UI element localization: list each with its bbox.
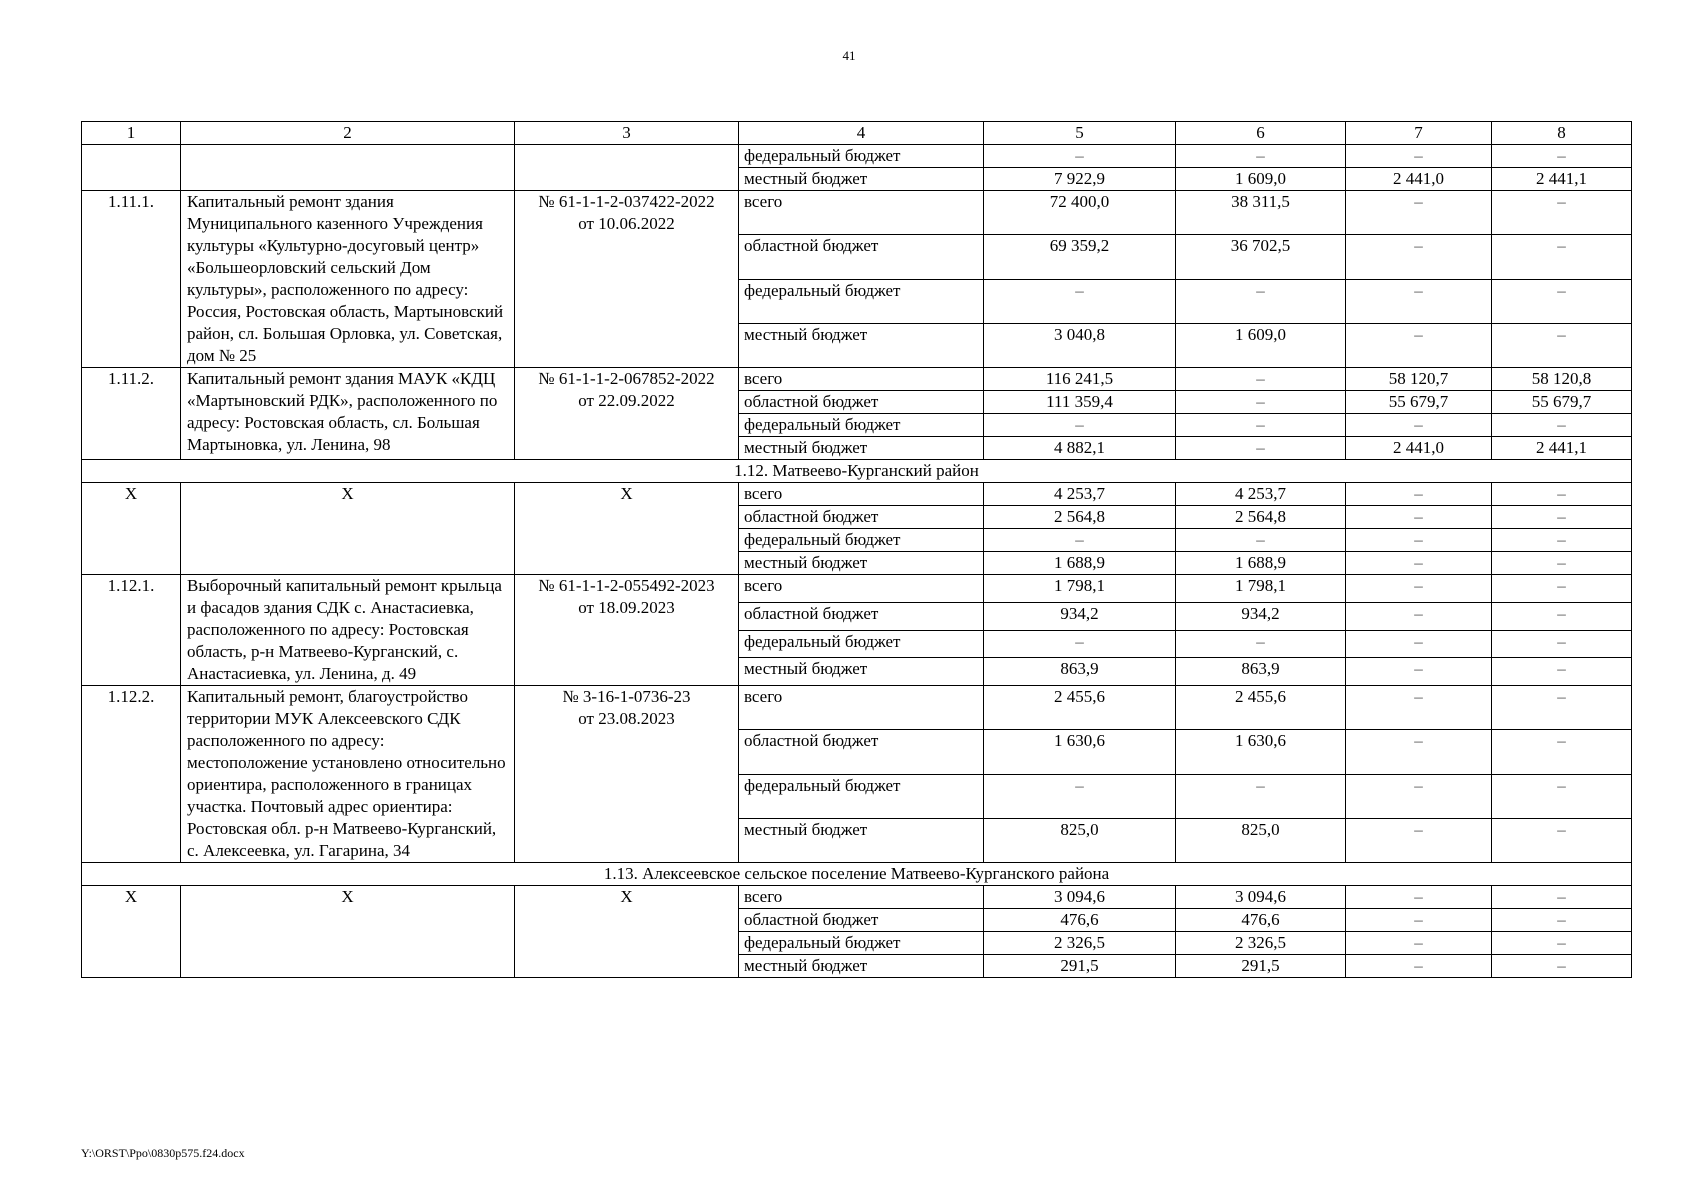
table-row <box>82 886 1632 909</box>
value-v7: – <box>1346 602 1492 630</box>
value-v7: 2 441,0 <box>1346 168 1492 191</box>
value-v7: 58 120,7 <box>1346 368 1492 391</box>
value-v8: – <box>1492 630 1632 658</box>
funding-source-label: областной бюджет <box>739 235 984 279</box>
item-number: 1.11.1. <box>82 191 181 368</box>
value-v5: 4 253,7 <box>984 483 1176 506</box>
funding-source-label: федеральный бюджет <box>739 932 984 955</box>
funding-source-label: местный бюджет <box>739 955 984 978</box>
value-v6: – <box>1176 529 1346 552</box>
value-v5: – <box>984 145 1176 168</box>
value-v5: – <box>984 414 1176 437</box>
section-title: 1.13. Алексеевское сельское поселение Матвеево-Курганского района <box>82 863 1632 886</box>
section-title: 1.12. Матвеево-Курганский район <box>82 460 1632 483</box>
funding-source-label: областной бюджет <box>739 391 984 414</box>
value-v6: – <box>1176 414 1346 437</box>
value-v6: – <box>1176 630 1346 658</box>
value-v7: – <box>1346 414 1492 437</box>
value-v8: – <box>1492 506 1632 529</box>
funding-source-label: областной бюджет <box>739 909 984 932</box>
document-number: № 3-16-1-0736-23 <box>562 687 691 706</box>
column-header-7: 7 <box>1346 122 1492 145</box>
funding-source-label: областной бюджет <box>739 506 984 529</box>
value-v5: 3 040,8 <box>984 323 1176 367</box>
item-description: Капитальный ремонт, благоустройство территории МУК Алексеевского СДК расположенного по адресу: местоположение установлено относительно ориентира, расположенного в границах участка. Почтовый адрес ориентира: Ростовская обл. р-н Матвеево-Курганский, с. Алексеевка, ул. Гагарина, 34 <box>181 686 515 863</box>
value-v8: – <box>1492 529 1632 552</box>
value-v7: – <box>1346 932 1492 955</box>
value-v7: – <box>1346 279 1492 323</box>
value-v6: 1 688,9 <box>1176 552 1346 575</box>
item-document-cell <box>515 145 739 191</box>
value-v5: 7 922,9 <box>984 168 1176 191</box>
item-description: Капитальный ремонт здания МАУК «КДЦ «Мартыновский РДК», расположенного по адресу: Ростовская область, сл. Большая Мартыновка, ул. Ленина, 98 <box>181 368 515 460</box>
value-v7: – <box>1346 552 1492 575</box>
value-v7: – <box>1346 483 1492 506</box>
document-date: от 10.06.2022 <box>578 214 675 233</box>
funding-source-label: местный бюджет <box>739 658 984 686</box>
document-date: от 23.08.2023 <box>578 709 675 728</box>
funding-source-label: федеральный бюджет <box>739 414 984 437</box>
item-document <box>515 575 739 686</box>
funding-source-label: всего <box>739 686 984 730</box>
value-v5: 2 564,8 <box>984 506 1176 529</box>
budget-table <box>81 121 1632 978</box>
value-v8: – <box>1492 886 1632 909</box>
item-document: X <box>515 886 739 978</box>
page-number: 41 <box>842 48 856 63</box>
value-v5: 3 094,6 <box>984 886 1176 909</box>
value-v8: – <box>1492 323 1632 367</box>
value-v6: 38 311,5 <box>1176 191 1346 235</box>
funding-source-label: всего <box>739 575 984 603</box>
value-v7: – <box>1346 909 1492 932</box>
value-v6: 934,2 <box>1176 602 1346 630</box>
value-v7: – <box>1346 686 1492 730</box>
funding-source-label: областной бюджет <box>739 730 984 774</box>
value-v6: – <box>1176 145 1346 168</box>
funding-source-label: всего <box>739 191 984 235</box>
value-v6: 36 702,5 <box>1176 235 1346 279</box>
value-v7: 2 441,0 <box>1346 437 1492 460</box>
funding-source-label: федеральный бюджет <box>739 630 984 658</box>
value-v7: – <box>1346 191 1492 235</box>
value-v6: 4 253,7 <box>1176 483 1346 506</box>
funding-source-label: местный бюджет <box>739 168 984 191</box>
funding-source-label: местный бюджет <box>739 552 984 575</box>
value-v8: – <box>1492 730 1632 774</box>
value-v6: 291,5 <box>1176 955 1346 978</box>
funding-source-label: областной бюджет <box>739 602 984 630</box>
item-number: X <box>82 483 181 575</box>
value-v7: – <box>1346 818 1492 862</box>
value-v6: 1 609,0 <box>1176 168 1346 191</box>
table-row <box>82 191 1632 235</box>
value-v8: 58 120,8 <box>1492 368 1632 391</box>
value-v7: – <box>1346 323 1492 367</box>
value-v5: 934,2 <box>984 602 1176 630</box>
item-number-cell <box>82 145 181 191</box>
funding-source-label: местный бюджет <box>739 437 984 460</box>
section-header-row <box>82 460 1632 483</box>
column-header-2: 2 <box>181 122 515 145</box>
value-v8: – <box>1492 279 1632 323</box>
item-document <box>515 191 739 368</box>
item-description: X <box>181 886 515 978</box>
column-header-5: 5 <box>984 122 1176 145</box>
value-v7: – <box>1346 730 1492 774</box>
value-v8: – <box>1492 483 1632 506</box>
value-v8: – <box>1492 414 1632 437</box>
value-v8: 55 679,7 <box>1492 391 1632 414</box>
value-v6: – <box>1176 279 1346 323</box>
document-number: № 61-1-1-2-055492-2023 <box>538 576 715 595</box>
column-header-4: 4 <box>739 122 984 145</box>
column-header-6: 6 <box>1176 122 1346 145</box>
value-v6: 863,9 <box>1176 658 1346 686</box>
funding-source-label: всего <box>739 483 984 506</box>
value-v6: – <box>1176 391 1346 414</box>
value-v7: – <box>1346 955 1492 978</box>
funding-source-label: местный бюджет <box>739 818 984 862</box>
value-v7: – <box>1346 145 1492 168</box>
value-v5: 4 882,1 <box>984 437 1176 460</box>
funding-source-label: местный бюджет <box>739 323 984 367</box>
section-header-row <box>82 863 1632 886</box>
value-v5: 1 688,9 <box>984 552 1176 575</box>
value-v8: – <box>1492 658 1632 686</box>
item-document <box>515 686 739 863</box>
document-number: № 61-1-1-2-067852-2022 <box>538 369 715 388</box>
value-v5: 116 241,5 <box>984 368 1176 391</box>
value-v8: – <box>1492 955 1632 978</box>
value-v8: 2 441,1 <box>1492 437 1632 460</box>
value-v6: – <box>1176 774 1346 818</box>
item-number: X <box>82 886 181 978</box>
value-v5: 111 359,4 <box>984 391 1176 414</box>
value-v7: – <box>1346 235 1492 279</box>
value-v6: 2 564,8 <box>1176 506 1346 529</box>
value-v8: – <box>1492 774 1632 818</box>
value-v8: 2 441,1 <box>1492 168 1632 191</box>
item-document: X <box>515 483 739 575</box>
value-v6: 1 609,0 <box>1176 323 1346 367</box>
value-v6: 1 798,1 <box>1176 575 1346 603</box>
value-v5: 825,0 <box>984 818 1176 862</box>
document-date: от 22.09.2022 <box>578 391 675 410</box>
value-v5: 2 455,6 <box>984 686 1176 730</box>
value-v8: – <box>1492 686 1632 730</box>
column-header-3: 3 <box>515 122 739 145</box>
value-v5: – <box>984 774 1176 818</box>
value-v8: – <box>1492 145 1632 168</box>
document-date: от 18.09.2023 <box>578 598 675 617</box>
value-v6: 2 326,5 <box>1176 932 1346 955</box>
funding-source-label: федеральный бюджет <box>739 145 984 168</box>
value-v7: – <box>1346 630 1492 658</box>
funding-source-label: федеральный бюджет <box>739 529 984 552</box>
file-path-footer: Y:\ORST\Ppo\0830p575.f24.docx <box>81 1146 245 1160</box>
item-number: 1.12.1. <box>82 575 181 686</box>
value-v5: 863,9 <box>984 658 1176 686</box>
item-description: Выборочный капитальный ремонт крыльца и фасадов здания СДК с. Анастасиевка, расположенного по адресу: Ростовская область, р-н Матвеево-Курганский, с. Анастасиевка, ул. Ленина, д. 49 <box>181 575 515 686</box>
value-v7: – <box>1346 774 1492 818</box>
value-v8: – <box>1492 552 1632 575</box>
value-v5: 69 359,2 <box>984 235 1176 279</box>
value-v5: 476,6 <box>984 909 1176 932</box>
value-v7: 55 679,7 <box>1346 391 1492 414</box>
item-number: 1.11.2. <box>82 368 181 460</box>
item-description: X <box>181 483 515 575</box>
table-row <box>82 368 1632 391</box>
header-row <box>82 122 1632 145</box>
value-v6: 2 455,6 <box>1176 686 1346 730</box>
value-v8: – <box>1492 818 1632 862</box>
value-v8: – <box>1492 602 1632 630</box>
column-header-1: 1 <box>82 122 181 145</box>
value-v7: – <box>1346 529 1492 552</box>
funding-source-label: всего <box>739 368 984 391</box>
value-v5: 72 400,0 <box>984 191 1176 235</box>
table-row <box>82 686 1632 730</box>
value-v6: 476,6 <box>1176 909 1346 932</box>
value-v6: 1 630,6 <box>1176 730 1346 774</box>
value-v6: 3 094,6 <box>1176 886 1346 909</box>
value-v7: – <box>1346 658 1492 686</box>
value-v7: – <box>1346 575 1492 603</box>
item-document <box>515 368 739 460</box>
value-v8: – <box>1492 191 1632 235</box>
value-v8: – <box>1492 235 1632 279</box>
value-v5: – <box>984 279 1176 323</box>
value-v5: 291,5 <box>984 955 1176 978</box>
value-v8: – <box>1492 909 1632 932</box>
value-v5: 2 326,5 <box>984 932 1176 955</box>
value-v5: 1 798,1 <box>984 575 1176 603</box>
table-row <box>82 483 1632 506</box>
value-v5: 1 630,6 <box>984 730 1176 774</box>
value-v6: – <box>1176 437 1346 460</box>
value-v5: – <box>984 529 1176 552</box>
funding-source-label: федеральный бюджет <box>739 279 984 323</box>
document-number: № 61-1-1-2-037422-2022 <box>538 192 715 211</box>
funding-source-label: всего <box>739 886 984 909</box>
value-v6: 825,0 <box>1176 818 1346 862</box>
value-v5: – <box>984 630 1176 658</box>
value-v8: – <box>1492 575 1632 603</box>
table-row <box>82 575 1632 603</box>
value-v8: – <box>1492 932 1632 955</box>
item-description-cell <box>181 145 515 191</box>
value-v7: – <box>1346 886 1492 909</box>
item-number: 1.12.2. <box>82 686 181 863</box>
column-header-8: 8 <box>1492 122 1632 145</box>
funding-source-label: федеральный бюджет <box>739 774 984 818</box>
item-description: Капитальный ремонт здания Муниципального казенного Учреждения культуры «Культурно-досуговый центр» «Большеорловский сельский Дом культуры», расположенного по адресу: Россия, Ростовская область, Мартыновский район, сл. Большая Орловка, ул. Советская, дом № 25 <box>181 191 515 368</box>
value-v6: – <box>1176 368 1346 391</box>
table-row <box>82 145 1632 168</box>
value-v7: – <box>1346 506 1492 529</box>
